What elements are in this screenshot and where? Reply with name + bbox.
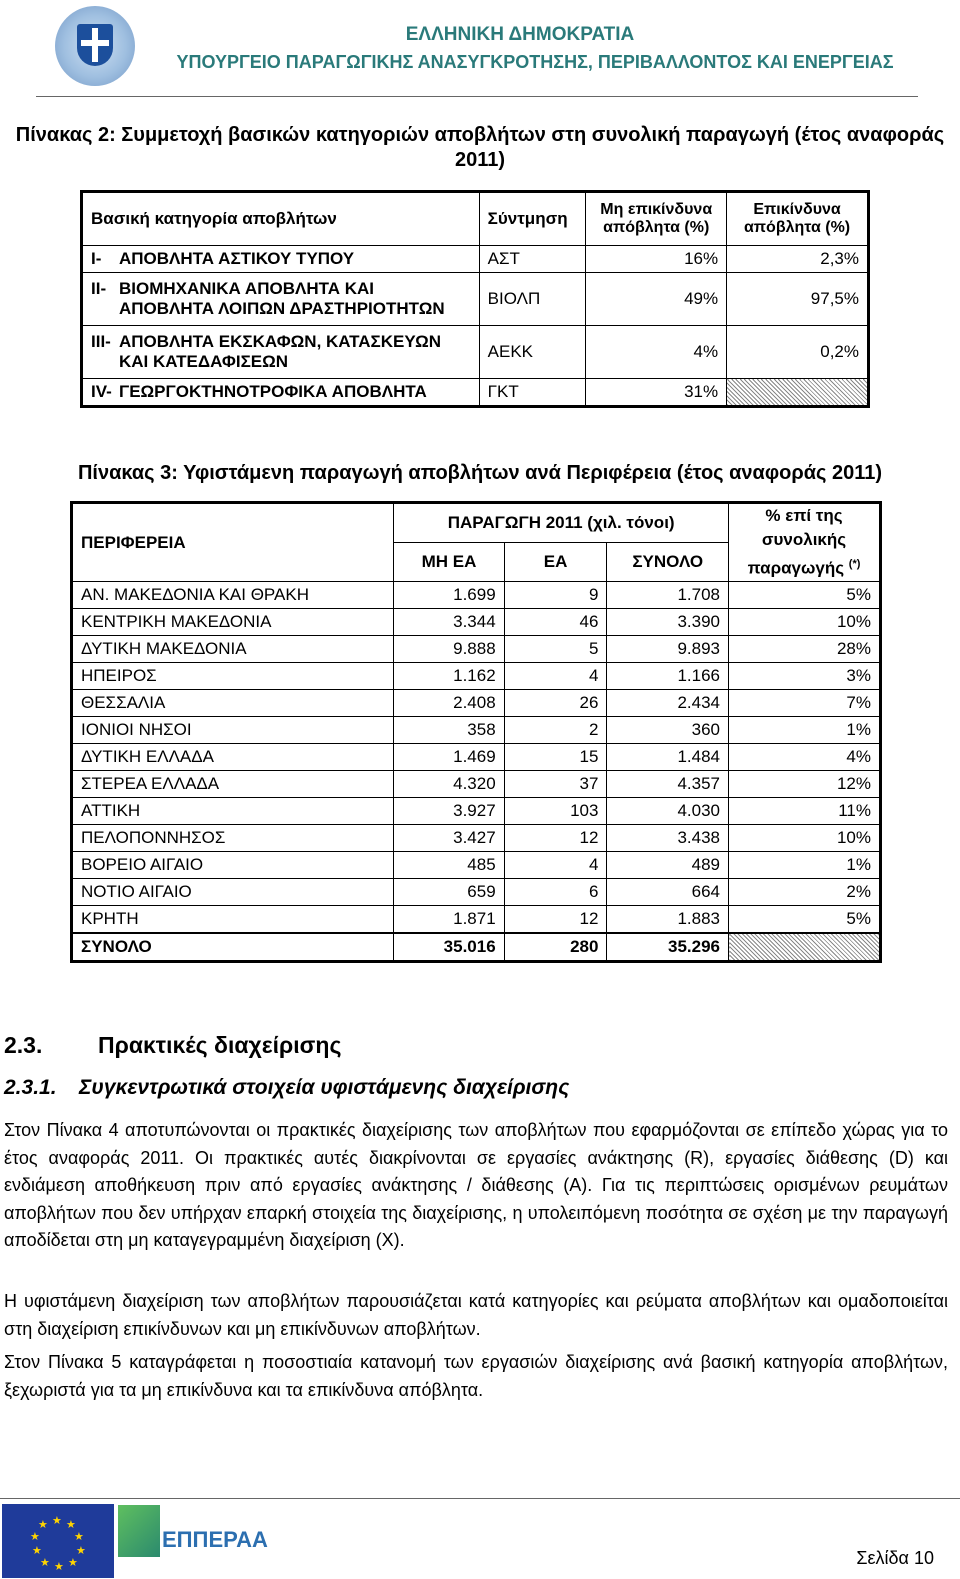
t3-cell-pct: 2%: [729, 879, 881, 906]
t3-cell-region: ΘΕΣΣΑΛΙΑ: [81, 693, 166, 712]
paragraph-1: Στον Πίνακα 4 αποτυπώνονται οι πρακτικές διαχείρισης των αποβλήτων που εφαρμόζονται σε επίπεδο χώρας για το έτος αναφοράς 2011. Οι πρακτικές αυτές διακρίνονται σε εργασίες ανάκτησης (R), εργασίες διάθεσης (D) και ενδιάμεση αποθήκευση πριν από εργασίες ανάκτησης / διάθεσης (A). Για τις περιπτώσεις ορισμένων ρευμάτων αποβλήτων που δεν υπήρχαν επαρκή στοιχεία της διαχείρισης, η υπολειπόμενη ποσότητα σε σχέση με την παραγωγή αποδίδεται στη μη καταγεγραμμένη διαχείριση (X).: [4, 1120, 948, 1250]
t3-cell-ea: 26: [504, 690, 607, 717]
table-row: II- ΒΙΟΜΗΧΑΝΙΚΑ ΑΠΟΒΛΗΤΑ ΚΑΙ ΑΠΟΒΛΗΤΑ ΛΟΙΠΩΝ ΔΡΑΣΤΗΡΙΟΤΗΤΩΝ ΒΙΟΛΠ 49% 97,5%: [82, 273, 869, 326]
t3-cell-region: ΣΤΕΡΕΑ ΕΛΛΑΔΑ: [81, 774, 220, 793]
eu-flag-icon: ★ ★ ★ ★ ★ ★ ★ ★ ★ ★: [2, 1504, 114, 1578]
header-line2: ΥΠΟΥΡΓΕΙΟ ΠΑΡΑΓΩΓΙΚΗΣ ΑΝΑΣΥΓΚΡΟΤΗΣΗΣ, ΠΕΡΙΒΑΛΛΟΝΤΟΣ ΚΑΙ ΕΝΕΡΓΕΙΑΣ: [176, 52, 894, 72]
table3-caption: Πίνακας 3: Υφιστάμενη παραγωγή αποβλήτων ανά Περιφέρεια (έτος αναφοράς 2011): [77, 462, 883, 484]
t3-cell-ea: 37: [504, 771, 607, 798]
t3-cell-pct: 10%: [729, 609, 881, 636]
paragraph-2: Η υφιστάμενη διαχείριση των αποβλήτων παρουσιάζεται κατά κατηγορίες και ρεύματα αποβλήτων και ομαδοποιείται στη διαχείριση επικίνδυνων και μη επικίνδυνων αποβλήτων.: [4, 1291, 948, 1339]
t3-cell-total: 1.484: [607, 744, 729, 771]
t3-cell-pct: 11%: [729, 798, 881, 825]
t3-cell-mhea: 3.927: [394, 798, 504, 825]
table-row: [72, 663, 881, 690]
hatched-cell: [729, 933, 881, 962]
t3-cell-total: 360: [607, 717, 729, 744]
t3-cell-pct: 10%: [729, 825, 881, 852]
section-heading: 2.3. Πρακτικές διαχείρισης: [4, 1032, 342, 1058]
t3-cell-pct: 4%: [729, 744, 881, 771]
header-line1: ΕΛΛΗΝΙΚΗ ΔΗΜΟΚΡΑΤΙΑ: [405, 24, 635, 45]
t3-cell-region: ΠΕΛΟΠΟΝΝΗΣΟΣ: [81, 828, 226, 847]
t3-cell-mhea: 659: [394, 879, 504, 906]
paragraph-3: Στον Πίνακα 5 καταγράφεται η ποσοστιαία κατανομή των εργασιών διαχείρισης ανά βασική κατηγορία αποβλήτων, ξεχωριστά για τα μη επικίνδυνα και τα επικίνδυνα απόβλητα.: [4, 1352, 948, 1400]
t3-cell-mhea: 485: [394, 852, 504, 879]
t3-cell-ea: 12: [504, 825, 607, 852]
table-row: [72, 744, 881, 771]
t3-cell-region: ΚΡΗΤΗ: [81, 909, 139, 928]
t3-cell-ea: 5: [504, 636, 607, 663]
t3-cell-ea: 15: [504, 744, 607, 771]
t3-cell-mhea: 358: [394, 717, 504, 744]
footer-divider: [0, 1498, 960, 1499]
t3-cell-mhea: 1.469: [394, 744, 504, 771]
t3-cell-pct: 3%: [729, 663, 881, 690]
table-row: [72, 825, 881, 852]
subsection-heading: 2.3.1. Συγκεντρωτικά στοιχεία υφιστάμενης διαχείρισης: [4, 1076, 570, 1099]
table-row: [72, 717, 881, 744]
t2-h-haz: Επικίνδυνα απόβλητα (%): [727, 192, 869, 246]
t3-cell-region: ΔΥΤΙΚΗ ΕΛΛΑΔΑ: [81, 747, 214, 766]
table-row: [72, 609, 881, 636]
table-row: [72, 636, 881, 663]
t3-cell-ea: 2: [504, 717, 607, 744]
t3-h-pct: % επί της συνολικής παραγωγής (*): [729, 503, 881, 582]
t3-cell-mhea: 1.699: [394, 582, 504, 609]
t3-cell-region: ΑΤΤΙΚΗ: [81, 801, 141, 820]
table2-header-row: [82, 192, 869, 246]
table-row: III- ΑΠΟΒΛΗΤΑ ΕΚΣΚΑΦΩΝ, ΚΑΤΑΣΚΕΥΩΝ ΚΑΙ ΚΑΤΕΔΑΦΙΣΕΩΝ ΑΕΚΚ 4% 0,2%: [82, 326, 869, 379]
t3-cell-region: ΒΟΡΕΙΟ ΑΙΓΑΙΟ: [81, 855, 204, 874]
t3-cell-ea: 4: [504, 852, 607, 879]
table3: [70, 501, 882, 963]
t3-cell-total: 3.390: [607, 609, 729, 636]
header-divider: [36, 96, 918, 97]
t3-cell-ea: 4: [504, 663, 607, 690]
table-row: IV- ΓΕΩΡΓΟΚΤΗΝΟΤΡΟΦΙΚΑ ΑΠΟΒΛΗΤΑ ΓΚΤ 31%: [82, 379, 869, 407]
table-row: I- ΑΠΟΒΛΗΤΑ ΑΣΤΙΚΟΥ ΤΥΠΟΥ ΑΣΤ 16% 2,3%: [82, 246, 869, 273]
table-row: [72, 771, 881, 798]
t3-cell-mhea: 1.871: [394, 906, 504, 934]
t3-cell-mhea: 2.408: [394, 690, 504, 717]
t3-cell-total: 2.434: [607, 690, 729, 717]
t3-cell-region: ΔΥΤΙΚΗ ΜΑΚΕΔΟΝΙΑ: [81, 639, 247, 658]
table-row: [72, 852, 881, 879]
t3-cell-total: 4.357: [607, 771, 729, 798]
t3-cell-mhea: 3.427: [394, 825, 504, 852]
t3-cell-region: ΝΟΤΙΟ ΑΙΓΑΙΟ: [81, 882, 192, 901]
table-row: [72, 879, 881, 906]
t3-cell-total: 1.708: [607, 582, 729, 609]
table2-caption: Πίνακας 2: Συμμετοχή βασικών κατηγοριών αποβλήτων στη συνολική παραγωγή (έτος αναφοράς 2011): [15, 124, 945, 171]
t3-cell-mhea: 4.320: [394, 771, 504, 798]
t3-cell-ea: 9: [504, 582, 607, 609]
table-row: [72, 798, 881, 825]
table2: [80, 190, 870, 408]
greek-emblem-icon: [55, 6, 135, 86]
t2-h-nonhaz: Μη επικίνδυνα απόβλητα (%): [586, 192, 727, 246]
table3-header-row2: ΜΗ ΕΑ ΕΑ ΣΥΝΟΛΟ: [72, 543, 881, 582]
t3-h-region: ΠΕΡΙΦΕΡΕΙΑ: [81, 532, 186, 552]
t3-cell-pct: 1%: [729, 852, 881, 879]
page-number: Σελίδα 10: [856, 1548, 934, 1568]
t3-cell-total: 1.883: [607, 906, 729, 934]
t3-cell-total: 3.438: [607, 825, 729, 852]
t3-cell-pct: 5%: [729, 906, 881, 934]
epperaa-logo: ΕΠΠΕΡΑΑ: [118, 1505, 258, 1573]
t3-cell-pct: 5%: [729, 582, 881, 609]
t3-cell-region: ΗΠΕΙΡΟΣ: [81, 666, 157, 685]
t3-cell-pct: 12%: [729, 771, 881, 798]
t3-cell-total: 1.166: [607, 663, 729, 690]
t3-h-production: ΠΑΡΑΓΩΓΗ 2011 (χιλ. τόνοι): [394, 503, 729, 543]
t3-cell-total: 489: [607, 852, 729, 879]
t3-cell-pct: 1%: [729, 717, 881, 744]
t3-cell-region: ΙΟΝΙΟΙ ΝΗΣΟΙ: [81, 720, 192, 739]
t3-cell-ea: 46: [504, 609, 607, 636]
t3-cell-pct: 28%: [729, 636, 881, 663]
t3-cell-mhea: 9.888: [394, 636, 504, 663]
table-row: [72, 690, 881, 717]
t3-cell-total: 664: [607, 879, 729, 906]
t3-cell-region: ΑΝ. ΜΑΚΕΔΟΝΙΑ ΚΑΙ ΘΡΑΚΗ: [81, 585, 309, 604]
t3-cell-total: 4.030: [607, 798, 729, 825]
t3-cell-pct: 7%: [729, 690, 881, 717]
t2-h-abbr: Σύντμηση: [479, 192, 586, 246]
table-row: [72, 582, 881, 609]
hatched-cell: [727, 379, 869, 407]
t3-cell-region: ΚΕΝΤΡΙΚΗ ΜΑΚΕΔΟΝΙΑ: [81, 612, 272, 631]
table3-header-row1: [72, 503, 881, 543]
page-header: [0, 0, 960, 100]
t3-cell-ea: 6: [504, 879, 607, 906]
t3-cell-mhea: 1.162: [394, 663, 504, 690]
table3-total-row: ΣΥΝΟΛΟ 35.016 280 35.296: [72, 933, 881, 962]
t3-cell-total: 9.893: [607, 636, 729, 663]
table-row: [72, 906, 881, 934]
t3-cell-ea: 12: [504, 906, 607, 934]
t3-cell-ea: 103: [504, 798, 607, 825]
t3-cell-mhea: 3.344: [394, 609, 504, 636]
t2-h-category: Βασική κατηγορία αποβλήτων: [91, 209, 337, 228]
